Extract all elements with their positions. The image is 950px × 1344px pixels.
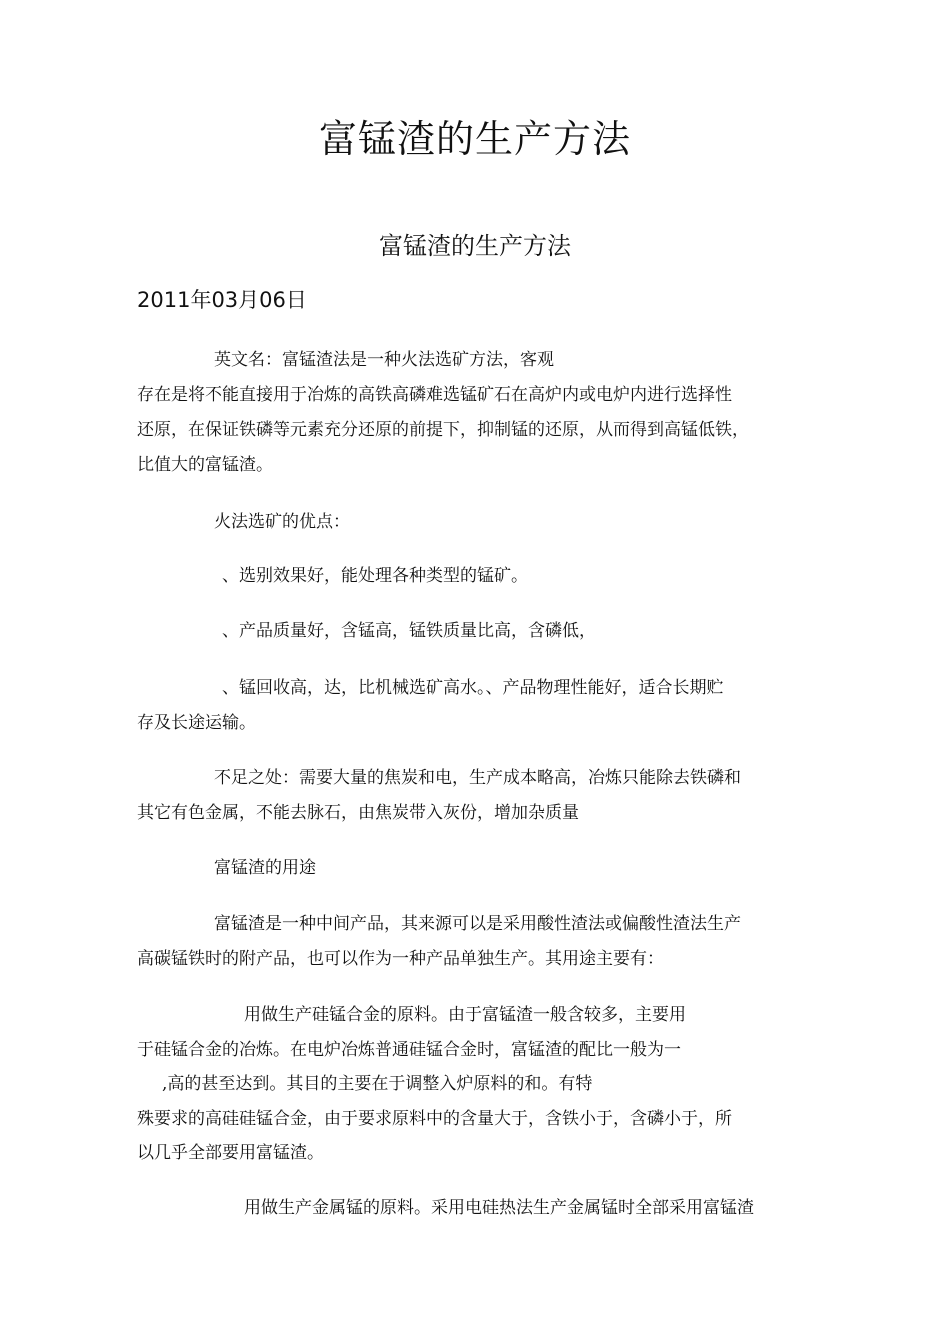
paragraph-line: 还原，在保证铁磷等元素充分还原的前提下，抑制锰的还原，从而得到高锰低铁， [137,420,749,440]
section-heading: 富锰渣的用途 [214,858,316,878]
paragraph-line: 其它有色金属，不能去脉石，由焦炭带入灰份，增加杂质量 [137,803,579,823]
document-date: 2011年03月06日 [137,288,307,312]
document-subtitle: 富锰渣的生产方法 [379,232,571,260]
paragraph-line: 用做生产金属锰的原料。采用电硅热法生产金属锰时全部采用富锰渣 [244,1198,754,1218]
paragraph-line: 比值大的富锰渣。 [137,455,273,475]
paragraph-line: 用做生产硅锰合金的原料。由于富锰渣一般含较多，主要用 [244,1005,686,1025]
list-item: 、产品质量好，含锰高，锰铁质量比高，含磷低， [222,621,596,641]
paragraph-line: 不足之处：需要大量的焦炭和电，生产成本略高，冶炼只能除去铁磷和 [214,768,741,788]
paragraph-line: ,高的甚至达到。其目的主要在于调整入炉原料的和。有特 [162,1074,593,1094]
paragraph-line: 存在是将不能直接用于冶炼的高铁高磷难选锰矿石在高炉内或电炉内进行选择性 [137,385,732,405]
paragraph-line: 存及长途运输。 [137,713,256,733]
document-title: 富锰渣的生产方法 [318,117,631,161]
paragraph-line: 火法选矿的优点： [214,512,350,532]
paragraph-line: 富锰渣是一种中间产品，其来源可以是采用酸性渣法或偏酸性渣法生产 [214,914,741,934]
paragraph-line: 殊要求的高硅硅锰合金，由于要求原料中的含量大于，含铁小于，含磷小于，所 [137,1109,732,1129]
list-item: 、选别效果好，能处理各种类型的锰矿。 [222,566,528,586]
list-item: 、锰回收高，达，比机械选矿高水。、产品物理性能好，适合长期贮 [222,678,724,698]
paragraph-line: 于硅锰合金的冶炼。在电炉冶炼普通硅锰合金时，富锰渣的配比一般为一 [137,1040,681,1060]
paragraph-line: 高碳锰铁时的附产品，也可以作为一种产品单独生产。其用途主要有： [137,949,664,969]
paragraph-line: 英文名：富锰渣法是一种火法选矿方法，客观 [214,350,554,370]
paragraph-line: 以几乎全部要用富锰渣。 [137,1143,324,1163]
